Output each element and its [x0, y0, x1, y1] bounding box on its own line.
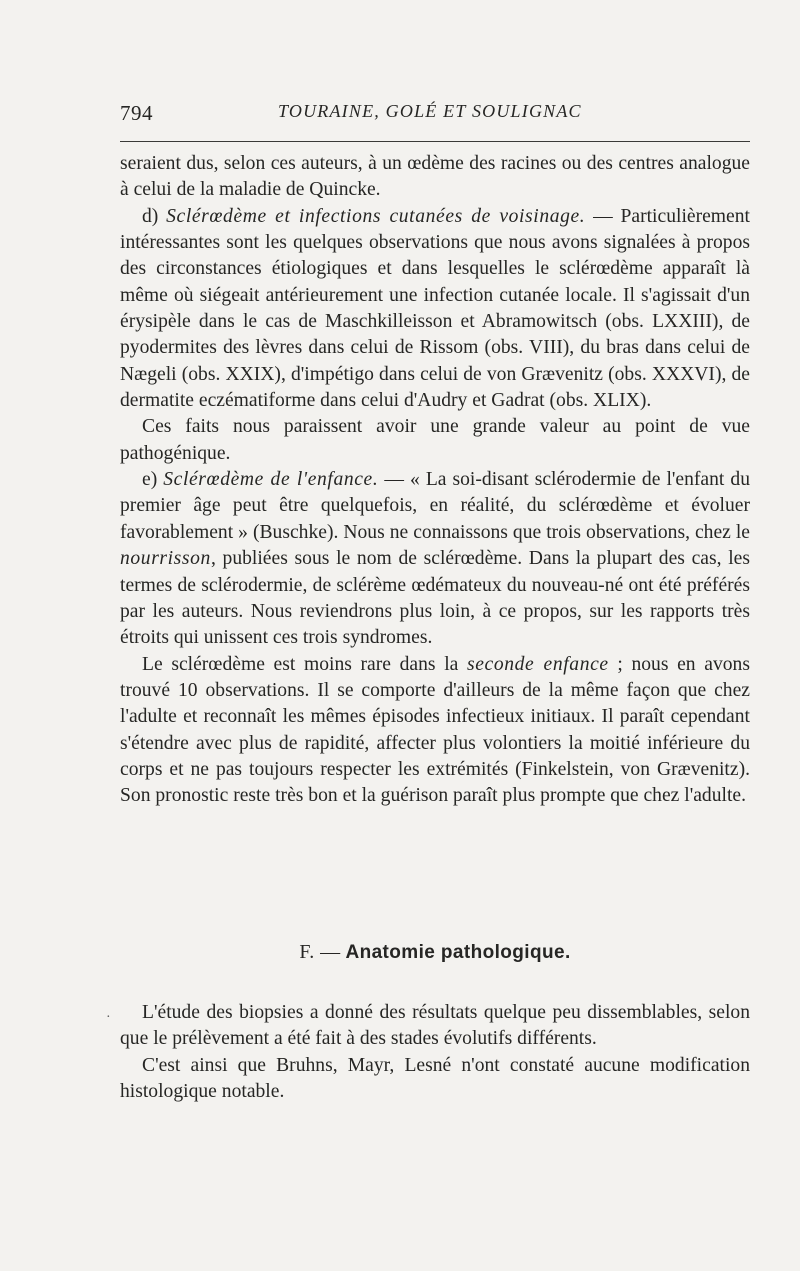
- emphasis-text: nourrisson: [120, 548, 211, 570]
- emphasis-text: seconde enfance: [467, 653, 609, 675]
- paragraph-second-childhood: [120, 652, 750, 810]
- section-title: Anatomie pathologique.: [345, 942, 571, 963]
- page-number: 794: [120, 101, 153, 125]
- paragraph-text: Ces faits nous paraissent avoir une grande valeur au point de vue pathogénique.: [120, 416, 750, 464]
- header-rule: [120, 141, 750, 142]
- section-text: [120, 1000, 750, 1105]
- paragraph-text: L'étude des biopsies a donné des résultats quelque peu dissemblables, selon que le prélèvement a été fait à des stades évolutifs différents.: [120, 1002, 750, 1050]
- paragraph-text: — « La soi-disant sclérodermie de l'enfant du premier âge peut être quelquefois, en réalité, du sclérœdème et évoluer favorablement » (Buschke). Nous ne connaissons que trois observations, chez le: [120, 469, 750, 543]
- paragraph-pathogenic: [120, 414, 750, 467]
- paragraph-biopsies: [120, 1000, 750, 1053]
- paragraph-text: , publiées sous le nom de sclérœdème. Dans la plupart des cas, les termes de sclérodermie, de sclérème œdémateux du nouveau-né ont été préférés par les auteurs. Nous reviendrons plus loin, à ce propos, sur les rapports très étroits qui unissent ces trois syndromes.: [120, 548, 750, 649]
- paragraph-text: Le sclérœdème est moins rare dans la: [142, 653, 459, 675]
- paragraph-label: e): [142, 469, 158, 491]
- paragraph-text: seraient dus, selon ces auteurs, à un œdème des racines ou des centres analogue à celui de la maladie de Quincke.: [120, 153, 750, 201]
- paragraph-text: — Particulièrement intéressantes sont les quelques observations que nous avons signalées à propos des circonstances étiologiques et dans lesquelles le sclérœdème apparaît là même où siégeait antérieurement une infection cutanée locale. Il s'agissait d'un érysipèle dans le cas de Maschkilleisson et Abramowitsch (obs. LXXIII), de pyodermites des lèvres dans celui de Rissom (obs. VIII), du bras dans celui de Nægeli (obs. XXIX), d'impétigo dans celui de von Grævenitz (obs. XXXVI), de dermatite eczématiforme dans celui d'Audry et Gadrat (obs. XLIX).: [120, 205, 750, 412]
- paragraph-text: ; nous en avons trouvé 10 observations. Il se comporte d'ailleurs de la même façon que chez l'adulte et reconnaît les mêmes épisodes infectieux initiaux. Il paraît cependant s'étendre avec plus de rapidité, affecter plus volontiers la moitié inférieure du corps et ne pas toujours respecter les extrémités (Finkelstein, von Grævenitz). Son pronostic reste très bon et la guérison paraît plus prompte que chez l'adulte.: [120, 653, 750, 807]
- paragraph-bruhns: [120, 1053, 750, 1106]
- paragraph-text: C'est ainsi que Bruhns, Mayr, Lesné n'ont constaté aucune modification histologique notable.: [120, 1054, 750, 1103]
- paragraph-title: Sclérœdème de l'enfance.: [163, 469, 379, 491]
- paragraph-d: [120, 204, 750, 415]
- paragraph-e: [120, 467, 750, 651]
- running-head: TOURAINE, GOLÉ ET SOULIGNAC: [278, 101, 582, 121]
- paragraph-label: d): [142, 205, 159, 227]
- main-text: [120, 151, 750, 810]
- section-prefix: F. —: [299, 941, 341, 963]
- margin-mark: ·: [106, 1010, 111, 1025]
- section-heading: [120, 941, 750, 964]
- paragraph-continuation: [120, 151, 750, 204]
- page-header: [120, 101, 750, 131]
- paragraph-title: Sclérœdème et infections cutanées de voisinage.: [166, 205, 586, 227]
